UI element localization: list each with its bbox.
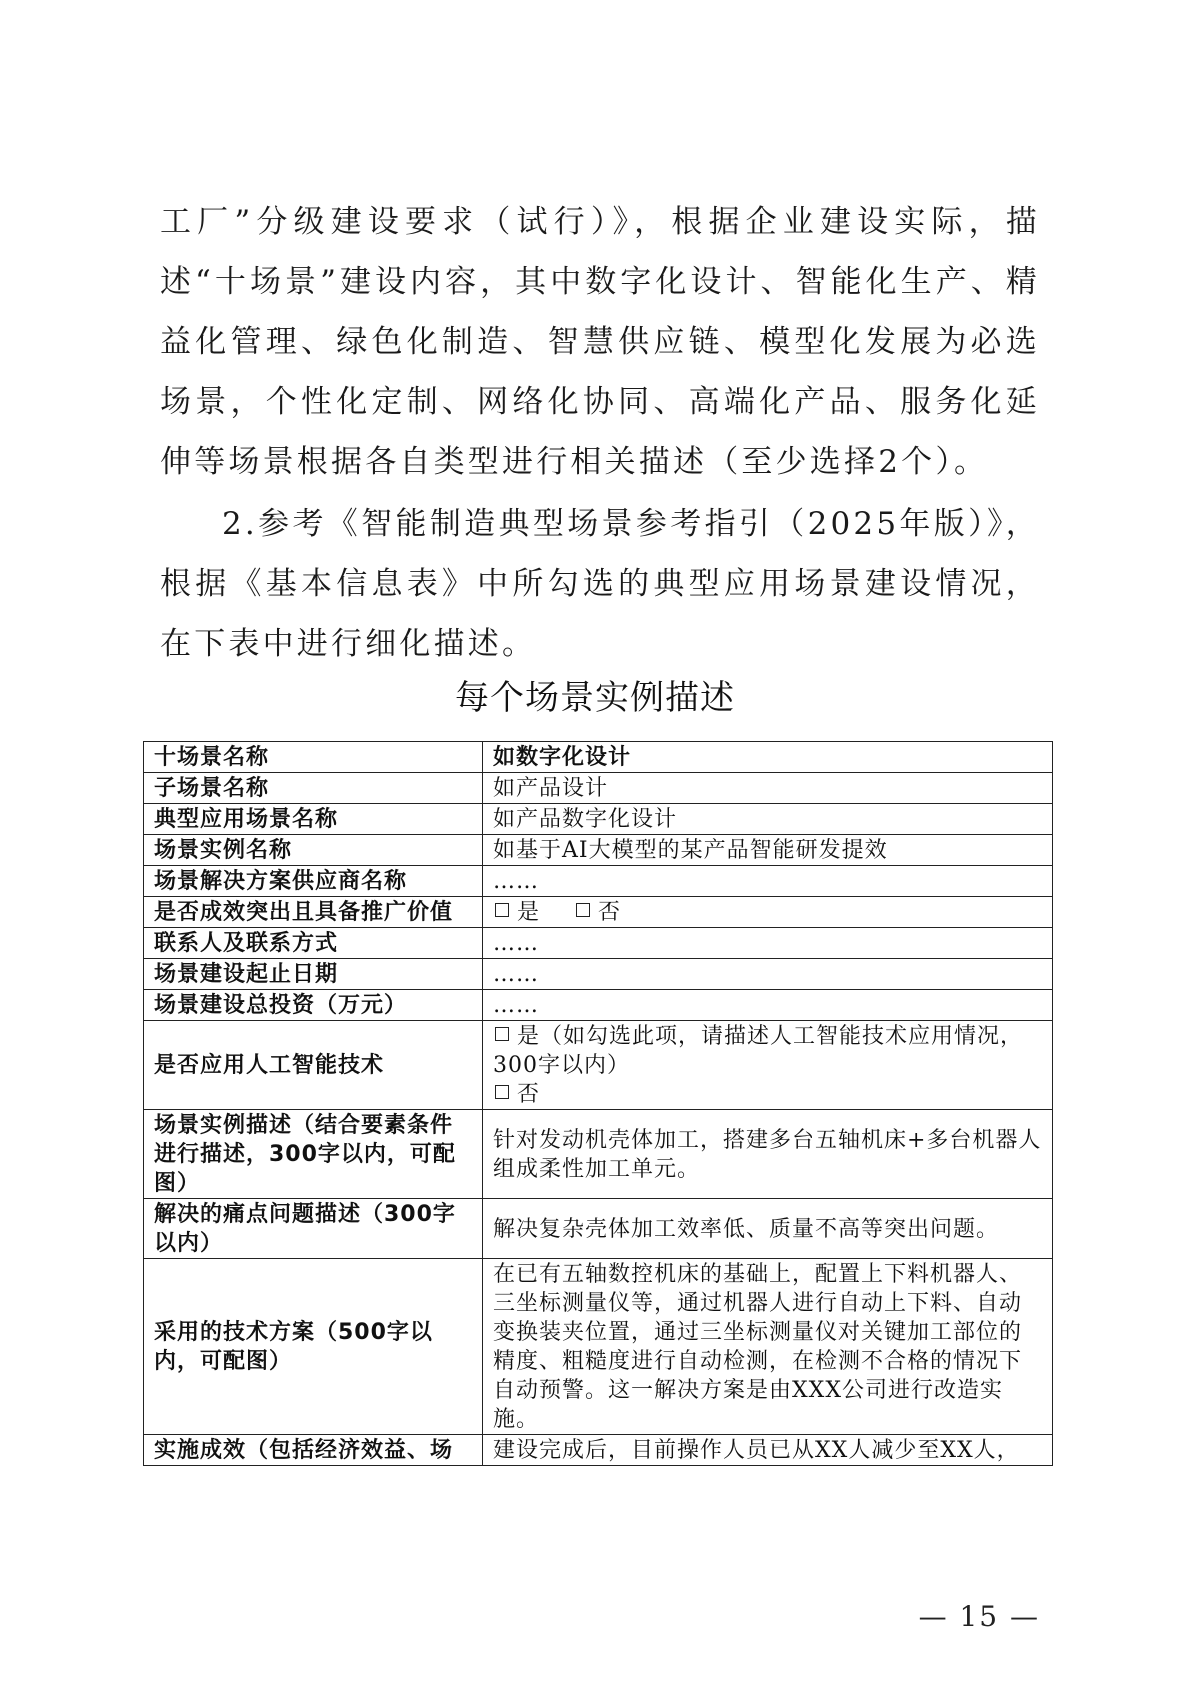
row-label: 采用的技术方案（500字以内，可配图） [144, 1259, 483, 1435]
table-title: 每个场景实例描述 [455, 678, 735, 718]
row-value: 如基于AI大模型的某产品智能研发提效 [483, 835, 1053, 866]
row-value: 如数字化设计 [483, 742, 1053, 773]
row-label: 场景实例描述（结合要素条件进行描述，300字以内，可配图） [144, 1110, 483, 1199]
checkbox-yes[interactable] [495, 903, 509, 917]
paragraph-reference-guide: 2.参考《智能制造典型场景参考指引（2025年版）》，根据《基本信息表》中所勾选的典型应用场景建设情况，在下表中进行细化描述。 [160, 506, 1040, 662]
checkbox-no[interactable] [576, 903, 590, 917]
row-label: 实施成效（包括经济效益、场 [144, 1435, 483, 1466]
option-yes-label: 是（如勾选此项，请描述人工智能技术应用情况，300字以内） [493, 1024, 1024, 1078]
row-value: 如产品设计 [483, 773, 1053, 804]
row-value: 解决复杂壳体加工效率低、质量不高等突出问题。 [483, 1199, 1053, 1259]
row-value-options [483, 897, 1053, 928]
row-label: 是否成效突出且具备推广价值 [144, 897, 483, 928]
row-label: 场景实例名称 [144, 835, 483, 866]
table-row [144, 1021, 1053, 1110]
row-value-options [483, 1021, 1053, 1110]
row-label: 子场景名称 [144, 773, 483, 804]
row-label: 场景建设起止日期 [144, 959, 483, 990]
table-row [144, 1110, 1053, 1199]
table-row [144, 897, 1053, 928]
option-yes-label: 是 [517, 900, 541, 925]
row-value: …… [483, 928, 1053, 959]
row-label: 场景解决方案供应商名称 [144, 866, 483, 897]
table-row [144, 835, 1053, 866]
table-row [144, 990, 1053, 1021]
table-row [144, 866, 1053, 897]
row-label: 十场景名称 [144, 742, 483, 773]
row-value: 在已有五轴数控机床的基础上，配置上下料机器人、三坐标测量仪等，通过机器人进行自动上下料、自动变换装夹位置，通过三坐标测量仪对关键加工部位的精度、粗糙度进行自动检测，在检测不合格的情况下自动预警。这一解决方案是由XXX公司进行改造实施。 [483, 1259, 1053, 1435]
row-value: 建设完成后，目前操作人员已从XX人减少至XX人， [483, 1435, 1053, 1466]
option-no-label: 否 [517, 1082, 541, 1107]
paragraph-scene-requirements: 工厂”分级建设要求（试行）》，根据企业建设实际，描述“十场景”建设内容，其中数字化设计、智能化生产、精益化管理、绿色化制造、智慧供应链、模型化发展为必选场景，个性化定制、网络化协同、高端化产品、服务化延伸等场景根据各自类型进行相关描述（至少选择2个）。 [160, 204, 1040, 480]
table-row [144, 773, 1053, 804]
table-row [144, 742, 1053, 773]
checkbox-yes[interactable] [495, 1027, 509, 1041]
row-value: 如产品数字化设计 [483, 804, 1053, 835]
option-no-label: 否 [598, 900, 622, 925]
row-label: 是否应用人工智能技术 [144, 1021, 483, 1110]
table-row [144, 1199, 1053, 1259]
row-label: 解决的痛点问题描述（300字以内） [144, 1199, 483, 1259]
scene-description-table [143, 741, 1053, 1466]
page-number: — 15 — [918, 1600, 1040, 1633]
table-row [144, 804, 1053, 835]
table-row [144, 928, 1053, 959]
table-row [144, 1259, 1053, 1435]
row-label: 典型应用场景名称 [144, 804, 483, 835]
table-row [144, 1435, 1053, 1466]
row-value: …… [483, 866, 1053, 897]
checkbox-no[interactable] [495, 1085, 509, 1099]
row-value: …… [483, 959, 1053, 990]
row-value: 针对发动机壳体加工，搭建多台五轴机床+多台机器人组成柔性加工单元。 [483, 1110, 1053, 1199]
row-label: 联系人及联系方式 [144, 928, 483, 959]
table-row [144, 959, 1053, 990]
row-value: …… [483, 990, 1053, 1021]
row-label: 场景建设总投资（万元） [144, 990, 483, 1021]
